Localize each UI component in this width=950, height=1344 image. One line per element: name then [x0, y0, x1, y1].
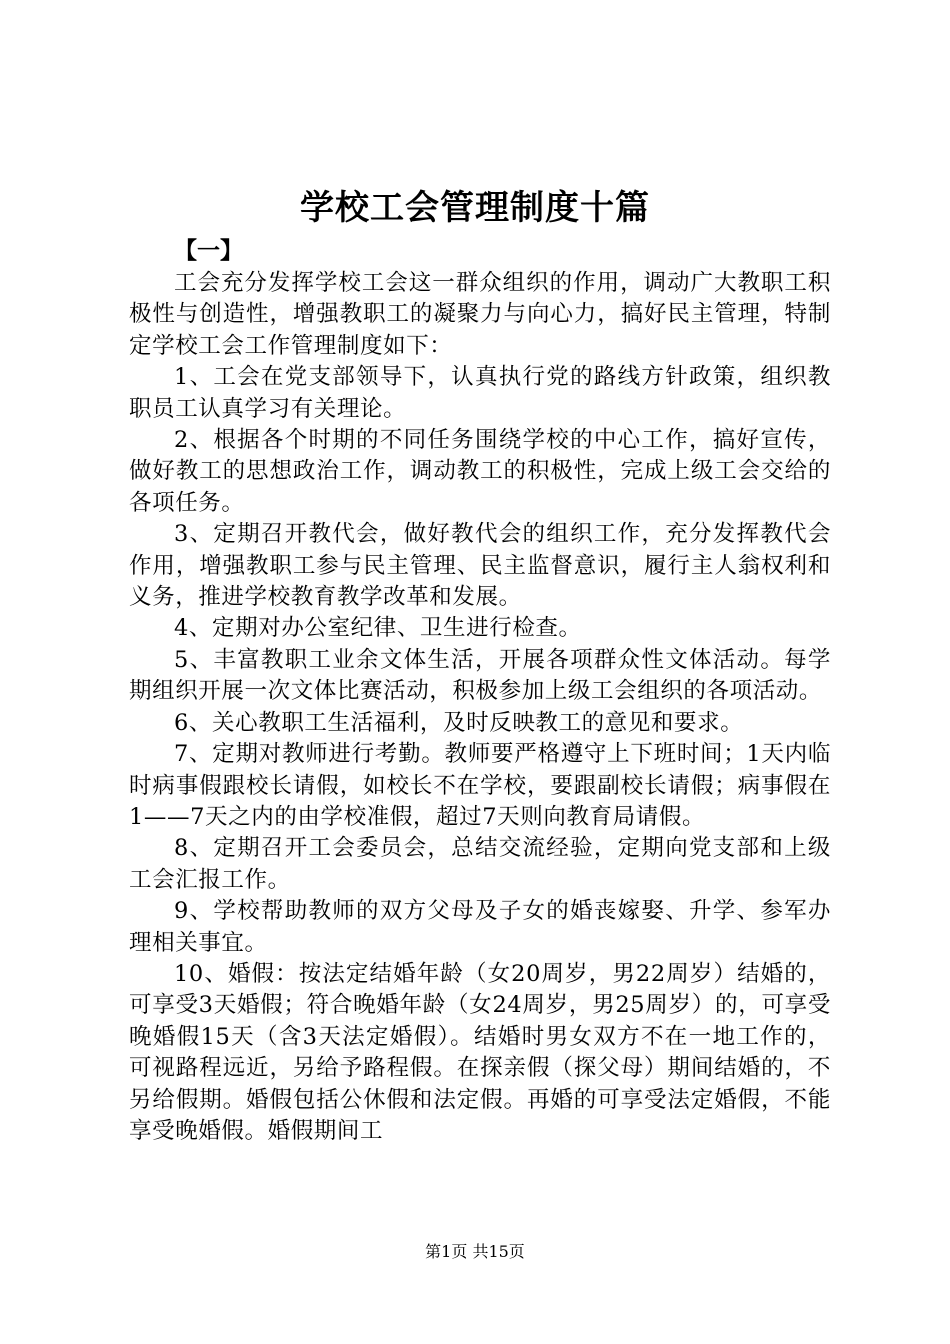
paragraph-item-10: 10、婚假：按法定结婚年龄（女20周岁，男22周岁）结婚的，可享受3天婚假；符合晚婚年龄（女24周岁，男25周岁）的，可享受晚婚假15天（含3天法定婚假）。结婚时男女双方不在一地工作的，可视路程远近，另给予路程假。在探亲假（探父母）期间结婚的，不另给假期。婚假包括公休假和法定假。再婚的可享受法定婚假，不能享受晚婚假。婚假期间工 — [129, 960, 831, 1144]
paragraph-item-7: 7、定期对教师进行考勤。教师要严格遵守上下班时间；1天内临时病事假跟校长请假，如校长不在学校，要跟副校长请假；病事假在1——7天之内的由学校准假，超过7天则向教育局请假。 — [129, 741, 831, 830]
paragraph-item-8: 8、定期召开工会委员会，总结交流经验，定期向党支部和上级工会汇报工作。 — [129, 835, 831, 893]
paragraph-item-6: 6、关心教职工生活福利，及时反映教工的意见和要求。 — [174, 709, 744, 736]
page-title: 学校工会管理制度十篇 — [300, 188, 650, 228]
page-number-footer: 第1页 共15页 — [425, 1242, 525, 1261]
section-heading: 【一】 — [174, 238, 243, 264]
document-body — [129, 268, 831, 1147]
paragraph-item-1: 1、工会在党支部领导下，认真执行党的路线方针政策，组织教职员工认真学习有关理论。 — [129, 364, 831, 422]
paragraph-intro: 工会充分发挥学校工会这一群众组织的作用，调动广大教职工积极性与创造性，增强教职工的凝聚力与向心力，搞好民主管理，特制定学校工会工作管理制度如下： — [129, 270, 831, 359]
paragraph-item-9: 9、学校帮助教师的双方父母及子女的婚丧嫁娶、升学、参军办理相关事宜。 — [129, 898, 831, 956]
paragraph-item-5: 5、丰富教职工业余文体生活，开展各项群众性文体活动。每学期组织开展一次文体比赛活动，积极参加上级工会组织的各项活动。 — [129, 646, 831, 705]
paragraph-item-2: 2、根据各个时期的不同任务围绕学校的中心工作，搞好宣传，做好教工的思想政治工作，调动教工的积极性，完成上级工会交给的各项任务。 — [129, 427, 831, 516]
paragraph-item-4: 4、定期对办公室纪律、卫生进行检查。 — [174, 615, 582, 642]
paragraph-item-3: 3、定期召开教代会，做好教代会的组织工作，充分发挥教代会作用，增强教职工参与民主管理、民主监督意识，履行主人翁权利和义务，推进学校教育教学改革和发展。 — [129, 521, 831, 611]
